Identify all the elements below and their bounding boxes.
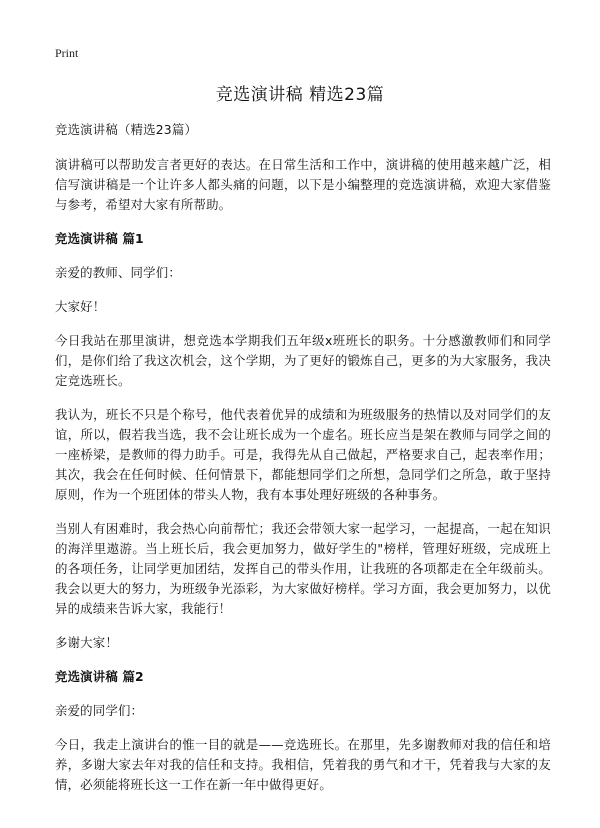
intro-paragraph: 演讲稿可以帮助发言者更好的表达。在日常生活和工作中，演讲稿的使用越来越广泛，相信写演讲稿是一个让许多人都头痛的问题，以下是小编整理的竞选演讲稿，欢迎大家借鉴与参考，希望对大家有所帮助。: [55, 157, 551, 212]
paragraph: 我认为，班长不只是个称号，他代表着优异的成绩和为班级服务的热情以及对同学们的友谊，所以，假若我当选，我不会让班长成为一个虚名。班长应当是架在教师与同学之间的一座桥梁，是教师的得力助手。可是，我得先从自己做起，严格要求自己，起表率作用；其次，我会在任何时候、任何情景下，都能想同学们之所想，急同学们之所急，敢于坚持原则，作为一个班团体的带头人物，我有本事处理好班级的各种事务。: [55, 407, 551, 502]
section-2: [55, 667, 551, 795]
document-subtitle: 竞选演讲稿（精选23篇）: [55, 122, 198, 137]
paragraph: 今日我站在那里演讲，想竞选本学期我们五年级x班班长的职务。十分感激教师们和同学们，是你们给了我这次机会，这个学期，为了更好的锻炼自己，更多的为大家服务，我决定竞选班长。: [55, 333, 551, 388]
print-label[interactable]: Print: [55, 46, 79, 60]
paragraph: 多谢大家！: [55, 635, 118, 650]
paragraph: 大家好！: [55, 299, 106, 314]
paragraph: 今日，我走上演讲台的惟一目的就是——竞选班长。在那里，先多谢教师对我的信任和培养，多谢大家去年对我的信任和支持。我相信，凭着我的勇气和才干，凭着我与大家的友情，必须能将班长这一工作在新一年中做得更好。: [55, 737, 551, 792]
paragraph: 亲爱的同学们：: [55, 703, 144, 718]
section-heading: 竞选演讲稿 篇2: [55, 669, 144, 684]
section-1: [55, 229, 551, 653]
paragraph: 当别人有困难时，我会热心向前帮忙；我还会带领大家一起学习，一起提高，一起在知识的海洋里遨游。当上班长后，我会更加努力，做好学生的"榜样，管理好班级，完成班上的各项任务，让同学更加团结，发挥自己的带头作用，让我班的各项都走在全年级前头。我会以更大的努力，为班级争光添彩，为大家做好榜样。学习方面，我会更加努力，以优异的成绩来告诉大家，我能行！: [55, 521, 551, 616]
paragraph: 亲爱的教师、同学们：: [55, 265, 181, 280]
document-body: [55, 120, 551, 809]
section-heading: 竞选演讲稿 篇1: [55, 231, 144, 246]
page-title: 竞选演讲稿 精选23篇: [215, 85, 385, 105]
